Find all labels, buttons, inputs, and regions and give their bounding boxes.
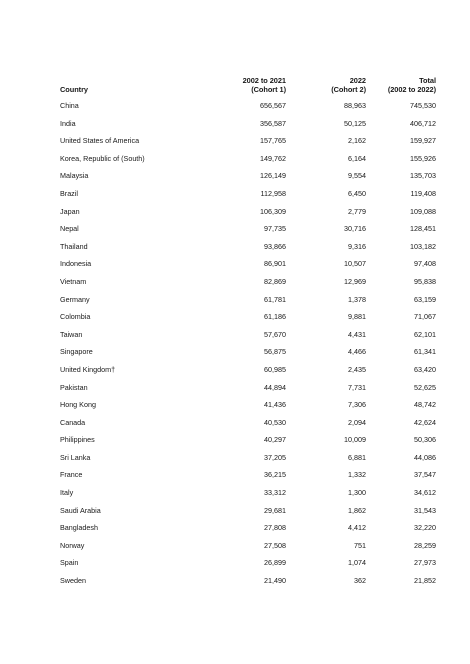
table-row xyxy=(60,396,436,414)
country-cell: Spain xyxy=(60,558,79,568)
country-cell: Italy xyxy=(60,488,74,498)
total-cell: 62,101 xyxy=(414,329,436,339)
total-cell: 52,625 xyxy=(414,382,436,392)
cohort1-cell: 27,808 xyxy=(264,523,286,533)
total-cell: 48,742 xyxy=(414,400,436,410)
cohort1-cell: 656,567 xyxy=(260,101,286,110)
header-cohort1 xyxy=(206,76,286,94)
cohort1-cell: 36,215 xyxy=(264,470,286,480)
cohort1-cell: 56,875 xyxy=(264,347,286,357)
country-cell: Sweden xyxy=(60,576,86,586)
country-cell: Germany xyxy=(60,294,90,304)
country-cell: United States of America xyxy=(60,136,140,146)
table-row xyxy=(60,572,436,590)
table-row xyxy=(60,238,436,256)
country-cell: United Kingdom† xyxy=(60,364,116,374)
total-cell: 63,420 xyxy=(414,364,436,374)
header-total-line1: Total xyxy=(419,76,436,85)
total-cell: 745,530 xyxy=(410,101,436,110)
table-row xyxy=(60,273,436,291)
cohort2-cell: 9,316 xyxy=(348,241,366,251)
cohort2-cell: 2,094 xyxy=(348,417,366,427)
country-cell: Hong Kong xyxy=(60,400,96,410)
total-cell: 95,838 xyxy=(414,276,436,286)
table-row xyxy=(60,150,436,168)
cohort2-cell: 88,963 xyxy=(344,101,366,110)
cohort1-cell: 106,309 xyxy=(260,206,286,216)
cohort2-cell: 751 xyxy=(354,540,366,550)
table-row xyxy=(60,220,436,238)
cohort2-cell: 1,074 xyxy=(348,558,366,568)
country-cell: Bangladesh xyxy=(60,523,98,533)
header-total-line2: (2002 to 2022) xyxy=(387,85,436,94)
total-cell: 37,547 xyxy=(414,470,436,480)
cohort2-cell: 2,779 xyxy=(348,206,366,216)
country-cell: Korea, Republic of (South) xyxy=(60,153,145,163)
table-row xyxy=(60,484,436,502)
country-cell: Japan xyxy=(60,206,80,216)
cohort2-cell: 10,507 xyxy=(344,259,366,269)
cohort2-cell: 362 xyxy=(354,576,366,586)
table-row xyxy=(60,502,436,520)
cohort2-cell: 6,450 xyxy=(348,188,366,198)
table-row xyxy=(60,414,436,432)
header-total xyxy=(356,76,436,94)
cohort1-cell: 26,899 xyxy=(264,558,286,568)
total-cell: 103,182 xyxy=(410,241,436,251)
cohort1-cell: 57,670 xyxy=(264,329,286,339)
cohort1-cell: 44,894 xyxy=(264,382,286,392)
total-cell: 27,973 xyxy=(414,558,436,568)
total-cell: 159,927 xyxy=(410,136,436,146)
cohort1-cell: 40,530 xyxy=(264,417,286,427)
cohort1-cell: 112,958 xyxy=(260,188,286,198)
cohort2-cell: 12,969 xyxy=(344,276,366,286)
cohort2-cell: 6,881 xyxy=(348,452,366,462)
table-row xyxy=(60,449,436,467)
table-row xyxy=(60,326,436,344)
cohort2-cell: 50,125 xyxy=(344,118,366,128)
cohort2-cell: 4,412 xyxy=(348,523,366,533)
cohort1-cell: 82,869 xyxy=(264,276,286,286)
country-cell: Sri Lanka xyxy=(60,452,91,462)
country-cell: Colombia xyxy=(60,312,91,322)
total-cell: 21,852 xyxy=(414,576,436,586)
cohort2-cell: 2,435 xyxy=(348,364,366,374)
header-cohort1-line1: 2002 to 2021 xyxy=(242,76,286,85)
cohort2-cell: 1,300 xyxy=(348,488,366,498)
table-row xyxy=(60,167,436,185)
country-cell: Saudi Arabia xyxy=(60,505,101,515)
cohort1-cell: 356,587 xyxy=(260,118,286,128)
total-cell: 109,088 xyxy=(410,206,436,216)
table-row xyxy=(60,343,436,361)
total-cell: 128,451 xyxy=(410,224,436,234)
cohort1-cell: 86,901 xyxy=(264,259,286,269)
header-cohort2-line2: (Cohort 2) xyxy=(331,85,366,94)
cohort1-cell: 33,312 xyxy=(264,488,286,498)
total-cell: 97,408 xyxy=(414,259,436,269)
country-cell: Philippines xyxy=(60,435,95,445)
cohort1-cell: 97,735 xyxy=(264,224,286,234)
cohort1-cell: 29,681 xyxy=(264,505,286,515)
header-cohort2-line1: 2022 xyxy=(349,76,366,85)
table-row xyxy=(60,554,436,572)
cohort1-cell: 157,765 xyxy=(260,136,286,146)
cohort2-cell: 6,164 xyxy=(348,153,366,163)
total-cell: 42,624 xyxy=(414,417,436,427)
cohort2-cell: 7,731 xyxy=(348,382,366,392)
country-cohort-table xyxy=(60,70,436,586)
header-country xyxy=(60,85,88,94)
cohort1-cell: 40,297 xyxy=(264,435,286,445)
table-row xyxy=(60,291,436,309)
total-cell: 50,306 xyxy=(414,435,436,445)
country-cell: China xyxy=(60,101,79,110)
table-row xyxy=(60,203,436,221)
table-row xyxy=(60,537,436,555)
cohort2-cell: 1,862 xyxy=(348,505,366,515)
cohort2-cell: 1,332 xyxy=(348,470,366,480)
total-cell: 34,612 xyxy=(414,488,436,498)
total-cell: 32,220 xyxy=(414,523,436,533)
cohort1-cell: 21,490 xyxy=(264,576,286,586)
country-cell: Indonesia xyxy=(60,259,92,269)
table-row xyxy=(60,115,436,133)
header-cohort1-line2: (Cohort 1) xyxy=(251,85,286,94)
country-cell: Taiwan xyxy=(60,329,83,339)
country-cell: France xyxy=(60,470,83,480)
country-cell: Singapore xyxy=(60,347,93,357)
total-cell: 71,067 xyxy=(414,312,436,322)
cohort2-cell: 9,881 xyxy=(348,312,366,322)
cohort2-cell: 4,466 xyxy=(348,347,366,357)
country-cell: Brazil xyxy=(60,188,78,198)
total-cell: 28,259 xyxy=(414,540,436,550)
total-cell: 31,543 xyxy=(414,505,436,515)
cohort2-cell: 7,306 xyxy=(348,400,366,410)
cohort1-cell: 27,508 xyxy=(264,540,286,550)
country-cell: Nepal xyxy=(60,224,79,234)
table-row xyxy=(60,255,436,273)
country-cell: Thailand xyxy=(60,241,88,251)
country-cell: Malaysia xyxy=(60,171,89,181)
header-country-label: Country xyxy=(60,85,88,94)
total-cell: 44,086 xyxy=(414,452,436,462)
total-cell: 135,703 xyxy=(410,171,436,181)
cohort1-cell: 61,781 xyxy=(264,294,286,304)
table-row xyxy=(60,132,436,150)
cohort1-cell: 41,436 xyxy=(264,400,286,410)
cohort1-cell: 61,186 xyxy=(264,312,286,322)
table-row xyxy=(60,361,436,379)
country-cell: Vietnam xyxy=(60,276,87,286)
country-cell: Canada xyxy=(60,417,86,427)
total-cell: 155,926 xyxy=(410,153,436,163)
cohort2-cell: 4,431 xyxy=(348,329,366,339)
cohort2-cell: 10,009 xyxy=(344,435,366,445)
cohort2-cell: 1,378 xyxy=(348,294,366,304)
country-cell: India xyxy=(60,118,76,128)
total-cell: 406,712 xyxy=(410,118,436,128)
total-cell: 61,341 xyxy=(414,347,436,357)
country-cell: Norway xyxy=(60,540,85,550)
cohort1-cell: 126,149 xyxy=(260,171,286,181)
table-row xyxy=(60,379,436,397)
table-row xyxy=(60,308,436,326)
total-cell: 63,159 xyxy=(414,294,436,304)
cohort2-cell: 9,554 xyxy=(348,171,366,181)
cohort1-cell: 37,205 xyxy=(264,452,286,462)
cohort1-cell: 60,985 xyxy=(264,364,286,374)
cohort1-cell: 93,866 xyxy=(264,241,286,251)
table-row xyxy=(60,466,436,484)
table-row xyxy=(60,431,436,449)
table-row xyxy=(60,97,436,115)
cohort2-cell: 30,716 xyxy=(344,224,366,234)
table-body xyxy=(60,97,436,590)
table-row xyxy=(60,519,436,537)
table-row xyxy=(60,185,436,203)
country-cell: Pakistan xyxy=(60,382,88,392)
table-header xyxy=(60,70,436,94)
total-cell: 119,408 xyxy=(410,188,436,198)
cohort2-cell: 2,162 xyxy=(348,136,366,146)
cohort1-cell: 149,762 xyxy=(260,153,286,163)
